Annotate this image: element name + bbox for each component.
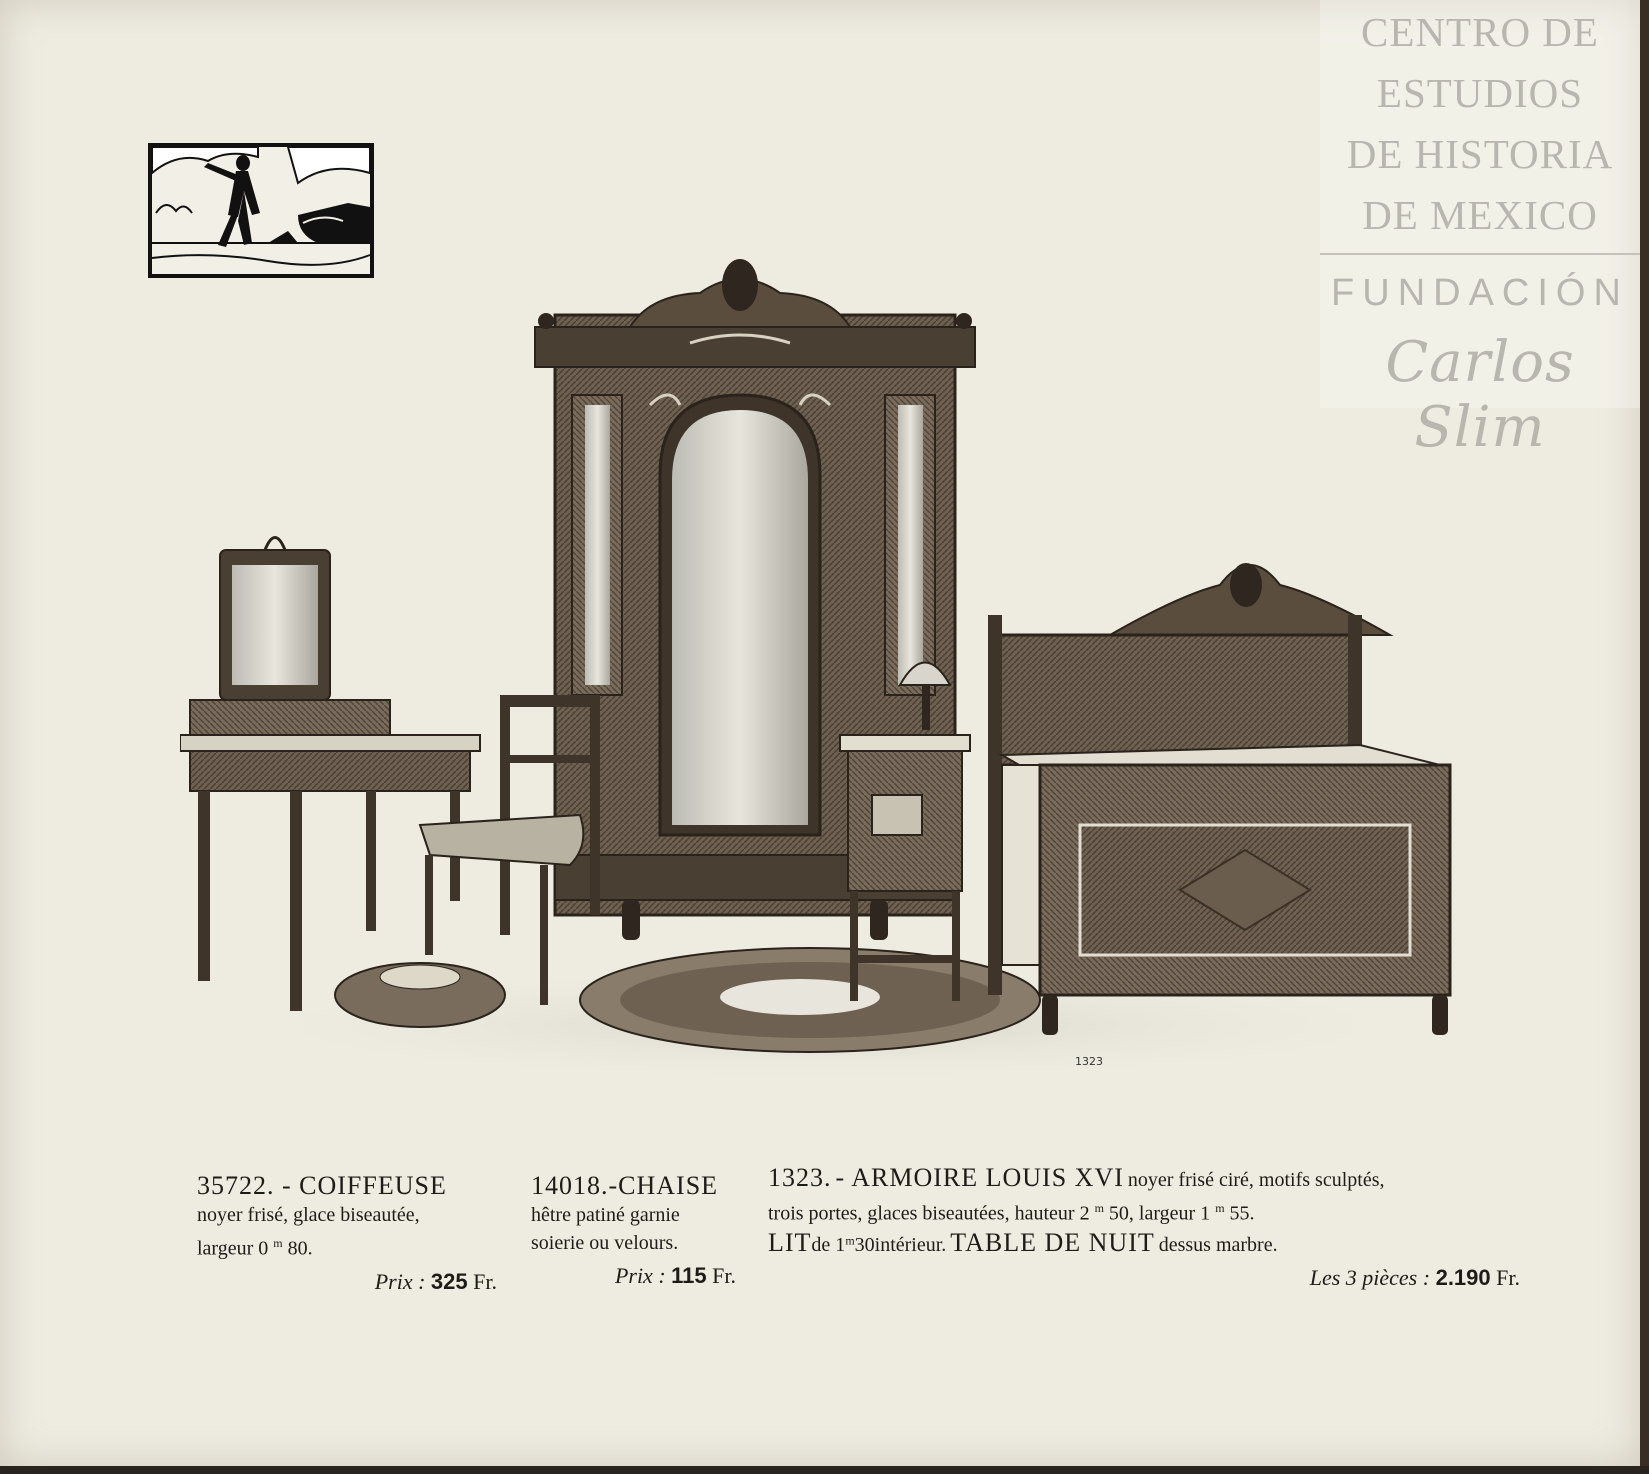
item-description: soierie ou velours. (531, 1232, 679, 1254)
price-currency: Fr. (473, 1268, 497, 1294)
item-name: -CHAISE (608, 1171, 719, 1200)
price-label: Prix : (374, 1268, 426, 1294)
item-ref: 1323. (768, 1163, 832, 1192)
price-currency: Fr. (712, 1263, 736, 1288)
item-description: trois portes, glaces biseautées, hauteur 2 (768, 1202, 1090, 1225)
item-price (768, 1265, 1520, 1291)
item-name-lit: LIT (768, 1227, 812, 1257)
watermark-line: ESTUDIOS (1376, 70, 1584, 116)
item-price (197, 1269, 497, 1295)
unit-superscript: m (1215, 1201, 1225, 1215)
page-edge-right (1640, 0, 1649, 1474)
item-description: de 1 (811, 1233, 846, 1256)
caption-armoire-set (768, 1163, 1520, 1291)
price-label: Prix : (614, 1263, 666, 1288)
item-description: noyer frisé ciré, motifs sculptés, (1127, 1169, 1385, 1191)
item-name-table: TABLE DE NUIT (950, 1227, 1155, 1257)
item-description: 30 (854, 1233, 875, 1256)
item-ref: 35722. (197, 1171, 275, 1200)
bedroom-furniture-illustration (180, 255, 1520, 1095)
page-edge-bottom (0, 1466, 1649, 1474)
item-dimension-label: largeur 0 (197, 1237, 269, 1260)
caption-coiffeuse (197, 1171, 497, 1295)
item-description: intérieur. (874, 1233, 947, 1256)
unit-superscript: m (273, 1236, 283, 1250)
watermark-line: CENTRO DE (1361, 9, 1599, 55)
price-value: 2.190 (1435, 1264, 1491, 1290)
watermark-foundation: FUNDACIÓN (1331, 272, 1629, 314)
price-value: 115 (671, 1263, 707, 1288)
item-ref: 14018. (531, 1171, 609, 1200)
lit (988, 563, 1450, 1035)
unit-superscript: m (845, 1233, 855, 1248)
item-description: 55. (1229, 1202, 1255, 1225)
price-currency: Fr. (1496, 1264, 1520, 1290)
item-dimension-value: 80. (287, 1237, 313, 1260)
unit-superscript: m (1094, 1201, 1104, 1215)
watermark-line: DE MEXICO (1362, 192, 1598, 238)
item-name: - ARMOIRE LOUIS XVI (835, 1163, 1124, 1192)
item-description: hêtre patiné garnie (531, 1204, 680, 1226)
coiffeuse (180, 538, 480, 1012)
item-description: 50, largeur 1 (1108, 1202, 1211, 1225)
price-value: 325 (430, 1268, 468, 1294)
item-name: - COIFFEUSE (282, 1171, 447, 1200)
price-label: Les 3 pièces : (1309, 1264, 1431, 1290)
item-description: dessus marbre. (1158, 1233, 1278, 1256)
watermark-line: DE HISTORIA (1346, 131, 1614, 177)
item-description: noyer frisé, glace biseautée, (197, 1204, 420, 1226)
watermark-signature: Carlos Slim (1385, 330, 1575, 460)
item-price (531, 1263, 736, 1289)
caption-chaise (531, 1171, 736, 1289)
plate-number: 1323 (1075, 1055, 1103, 1068)
